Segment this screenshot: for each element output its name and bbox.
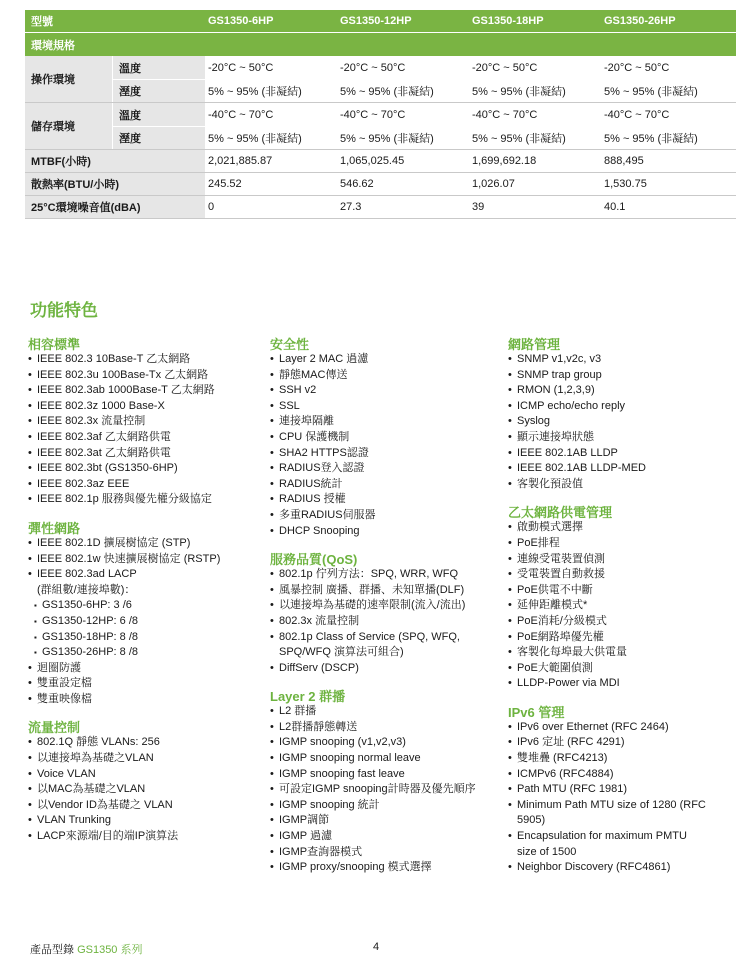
list-item: • 802.1Q 靜態 VLANs: 256 bbox=[28, 735, 260, 751]
list-item: • Voice VLAN bbox=[28, 767, 260, 783]
list-item: • RADIUS統計 bbox=[270, 477, 502, 493]
list-item: • IPv6 定址 (RFC 4291) bbox=[508, 735, 738, 751]
list-item: ▪ GS1350-12HP: 6 /8 bbox=[28, 614, 260, 630]
row-label: 25°C環境噪音值(dBA) bbox=[25, 196, 205, 218]
cell: 5% ~ 95% (非凝結) bbox=[604, 133, 698, 145]
feature-section bbox=[508, 702, 738, 876]
feature-section bbox=[28, 334, 260, 508]
cell: -40°C ~ 70°C bbox=[604, 108, 670, 121]
page-number: 4 bbox=[373, 941, 380, 953]
list-item: • VLAN Trunking bbox=[28, 813, 260, 829]
table-row bbox=[113, 126, 736, 149]
feature-section-title: 服務品質(QoS) bbox=[270, 552, 358, 568]
row-label: 散熱率(BTU/小時) bbox=[25, 173, 205, 195]
list-item: • Minimum Path MTU size of 1280 (RFC bbox=[508, 798, 738, 814]
list-item: SPQ/WFQ 演算法可組合) bbox=[279, 646, 404, 659]
list-item: • IEEE 802.1w 快速擴展樹協定 (RSTP) bbox=[28, 552, 260, 568]
list-item: • 受電裝置自動救援 bbox=[508, 567, 738, 583]
list-item: • ICMPv6 (RFC4884) bbox=[508, 767, 738, 783]
list-item: • IEEE 802.3x 流量控制 bbox=[28, 414, 260, 430]
list-item: • IEEE 802.3ad LACP bbox=[28, 567, 260, 583]
features-title: 功能特色 bbox=[30, 301, 98, 320]
list-item: • Syslog bbox=[508, 414, 738, 430]
list-item: • RMON (1,2,3,9) bbox=[508, 383, 738, 399]
cell: 39 bbox=[472, 201, 485, 213]
list-item: • 可設定IGMP snooping計時器及優先順序 bbox=[270, 782, 502, 798]
table-header-row bbox=[25, 10, 736, 32]
cell: 1,065,025.45 bbox=[340, 155, 405, 167]
header-model-label: 型號 bbox=[31, 16, 53, 28]
list-item: • Path MTU (RFC 1981) bbox=[508, 782, 738, 798]
list-item: • IEEE 802.3u 100Base-Tx 乙太網路 bbox=[28, 368, 260, 384]
list-item: • IGMP snooping fast leave bbox=[270, 767, 502, 783]
feature-column-3 bbox=[508, 334, 738, 876]
list-item: • ICMP echo/echo reply bbox=[508, 399, 738, 415]
list-item: • LACP來源端/目的端IP演算法 bbox=[28, 829, 260, 845]
env-section-title: 環境規格 bbox=[25, 32, 736, 56]
list-item: ▪ GS1350-26HP: 8 /8 bbox=[28, 645, 260, 661]
list-item: • 顯示連接埠狀態 bbox=[508, 430, 738, 446]
cell: 546.62 bbox=[340, 178, 374, 190]
list-item: • DiffServ (DSCP) bbox=[270, 661, 502, 677]
cell: 0 bbox=[208, 201, 215, 213]
feature-section bbox=[270, 549, 502, 676]
row-label: 溫度 bbox=[113, 56, 205, 79]
list-item: • 802.1p 佇列方法：SPQ, WRR, WFQ bbox=[270, 567, 502, 583]
feature-list bbox=[508, 520, 738, 692]
list-item: 5905) bbox=[517, 814, 546, 827]
list-item: • CPU 保護機制 bbox=[270, 430, 502, 446]
feature-list bbox=[508, 720, 738, 876]
list-item: ▪ GS1350-6HP: 3 /6 bbox=[28, 598, 260, 614]
list-item: • IEEE 802.3af 乙太網路供電 bbox=[28, 430, 260, 446]
list-item: • 802.1p Class of Service (SPQ, WFQ, bbox=[270, 630, 502, 646]
cell: 5% ~ 95% (非凝結) bbox=[340, 133, 434, 145]
cell: 40.1 bbox=[604, 201, 626, 213]
feature-section-title: 相容標準 bbox=[28, 337, 81, 352]
table-row-heat bbox=[25, 173, 736, 196]
feature-list bbox=[28, 352, 260, 508]
row-label: 溫度 bbox=[113, 103, 205, 126]
list-item: • 以MAC為基礎之VLAN bbox=[28, 782, 260, 798]
list-item: • PoE網路埠優先權 bbox=[508, 630, 738, 646]
list-item: • IEEE 802.1AB LLDP-MED bbox=[508, 461, 738, 477]
list-item: ▪ GS1350-18HP: 8 /8 bbox=[28, 630, 260, 646]
table-row bbox=[113, 56, 736, 79]
list-item: • 風暴控制 廣播、群播、未知單播(DLF) bbox=[270, 583, 502, 599]
cell: -20°C ~ 50°C bbox=[340, 61, 406, 74]
feature-section bbox=[28, 518, 260, 708]
list-item: • IEEE 802.3z 1000 Base-X bbox=[28, 399, 260, 415]
list-item: • SNMP v1,v2c, v3 bbox=[508, 352, 738, 368]
list-item: • RADIUS登入認證 bbox=[270, 461, 502, 477]
list-item: • 以連接埠為基礎之VLAN bbox=[28, 751, 260, 767]
list-item: • 客製化預設值 bbox=[508, 477, 738, 493]
list-item: • 啟動模式選擇 bbox=[508, 520, 738, 536]
row-label: 溼度 bbox=[113, 127, 205, 149]
header-model-3: GS1350-18HP bbox=[472, 15, 544, 27]
feature-column-1 bbox=[28, 334, 260, 845]
list-item: • PoE排程 bbox=[508, 536, 738, 552]
feature-list bbox=[270, 352, 502, 539]
list-item: • SSL bbox=[270, 399, 502, 415]
list-item: • IGMP snooping (v1,v2,v3) bbox=[270, 735, 502, 751]
cell: 1,530.75 bbox=[604, 178, 647, 190]
list-item: • IEEE 802.3bt (GS1350-6HP) bbox=[28, 461, 260, 477]
list-item: • 靜態MAC傳送 bbox=[270, 368, 502, 384]
feature-section-title: Layer 2 群播 bbox=[270, 689, 346, 705]
list-item: • 以連接埠為基礎的速率限制(流入/流出) bbox=[270, 598, 502, 614]
feature-section-title: 流量控制 bbox=[28, 720, 81, 736]
cell: 5% ~ 95% (非凝結) bbox=[340, 86, 434, 98]
list-item: • IPv6 over Ethernet (RFC 2464) bbox=[508, 720, 738, 736]
list-item: • SHA2 HTTPS認證 bbox=[270, 446, 502, 462]
feature-section bbox=[28, 717, 260, 844]
list-item: • SNMP trap group bbox=[508, 368, 738, 384]
feature-section bbox=[270, 686, 502, 876]
list-item: • 802.3x 流量控制 bbox=[270, 614, 502, 630]
list-item: • Neighbor Discovery (RFC4861) bbox=[508, 860, 738, 876]
cell: 1,699,692.18 bbox=[472, 155, 537, 167]
cell: 5% ~ 95% (非凝結) bbox=[472, 86, 566, 98]
table-row bbox=[113, 79, 736, 102]
cell: -40°C ~ 70°C bbox=[208, 108, 274, 121]
list-item: • 迴圈防護 bbox=[28, 661, 260, 677]
list-item: • PoE供電不中斷 bbox=[508, 583, 738, 599]
cell: -20°C ~ 50°C bbox=[472, 61, 538, 74]
list-item: • 延伸距離模式* bbox=[508, 598, 738, 614]
list-item: • IEEE 802.1D 擴展樹協定 (STP) bbox=[28, 536, 260, 552]
group-label: 操作環境 bbox=[25, 56, 113, 102]
list-item: • RADIUS 授權 bbox=[270, 492, 502, 508]
cell: 5% ~ 95% (非凝結) bbox=[208, 133, 302, 145]
group-storage bbox=[25, 103, 736, 150]
list-item: • Layer 2 MAC 過濾 bbox=[270, 352, 502, 368]
table-row bbox=[113, 103, 736, 126]
list-item: • 雙堆疊 (RFC4213) bbox=[508, 751, 738, 767]
list-item: • IEEE 802.3ab 1000Base-T 乙太網路 bbox=[28, 383, 260, 399]
cell: 888,495 bbox=[604, 155, 644, 167]
list-item: • PoE大範圍偵測 bbox=[508, 661, 738, 677]
list-item: • PoE消耗/分級模式 bbox=[508, 614, 738, 630]
list-item: • IGMP 過濾 bbox=[270, 829, 502, 845]
feature-list bbox=[28, 735, 260, 844]
feature-list bbox=[28, 536, 260, 708]
list-item: • 雙重映像檔 bbox=[28, 692, 260, 708]
feature-section-title: 乙太網路供電管理 bbox=[508, 505, 613, 521]
cell: 5% ~ 95% (非凝結) bbox=[604, 86, 698, 98]
list-item: • LLDP-Power via MDI bbox=[508, 676, 738, 692]
footer-prefix: 產品型錄 bbox=[30, 944, 78, 956]
list-item: • IEEE 802.1p 服務與優先權分級協定 bbox=[28, 492, 260, 508]
header-model-1: GS1350-6HP bbox=[208, 15, 274, 27]
feature-section bbox=[270, 334, 502, 539]
feature-section-title: IPv6 管理 bbox=[508, 704, 565, 720]
list-item: • 連線受電裝置偵測 bbox=[508, 552, 738, 568]
list-item: • 客製化每埠最大供電量 bbox=[508, 645, 738, 661]
list-item: • IGMP snooping 統計 bbox=[270, 798, 502, 814]
cell: 5% ~ 95% (非凝結) bbox=[472, 133, 566, 145]
list-item: • 多重RADIUS伺服器 bbox=[270, 508, 502, 524]
group-operating bbox=[25, 56, 736, 103]
list-item: • IEEE 802.3az EEE bbox=[28, 477, 260, 493]
feature-section-title: 網路管理 bbox=[508, 337, 561, 352]
group-label: 儲存環境 bbox=[25, 103, 113, 149]
feature-column-2 bbox=[270, 334, 502, 876]
feature-list bbox=[270, 567, 502, 676]
list-item: • Encapsulation for maximum PMTU bbox=[508, 829, 738, 845]
list-item: • L2群播靜態轉送 bbox=[270, 720, 502, 736]
table-row-noise bbox=[25, 196, 736, 219]
list-item: • 雙重設定檔 bbox=[28, 676, 260, 692]
list-item: • IEEE 802.3at 乙太網路供電 bbox=[28, 446, 260, 462]
list-item: • IEEE 802.1AB LLDP bbox=[508, 446, 738, 462]
list-item: • IGMP proxy/snooping 模式選擇 bbox=[270, 860, 502, 876]
list-item: • SSH v2 bbox=[270, 383, 502, 399]
list-item: size of 1500 bbox=[517, 845, 577, 858]
list-item: • IGMP調節 bbox=[270, 813, 502, 829]
feature-section bbox=[508, 502, 738, 692]
feature-list bbox=[270, 704, 502, 876]
list-item: • IGMP snooping normal leave bbox=[270, 751, 502, 767]
list-item: • DHCP Snooping bbox=[270, 524, 502, 540]
cell: -40°C ~ 70°C bbox=[340, 108, 406, 121]
feature-list bbox=[508, 352, 738, 492]
cell: -20°C ~ 50°C bbox=[604, 61, 670, 74]
row-label: 溼度 bbox=[113, 80, 205, 102]
header-model-4: GS1350-26HP bbox=[604, 15, 676, 27]
list-item: • L2 群播 bbox=[270, 704, 502, 720]
cell: -20°C ~ 50°C bbox=[208, 61, 274, 74]
footer-catalog-label bbox=[30, 941, 142, 957]
cell: -40°C ~ 70°C bbox=[472, 108, 538, 121]
spec-table bbox=[25, 10, 736, 219]
list-item: (群組數/連接埠數)： bbox=[37, 583, 136, 596]
feature-section-title: 彈性網路 bbox=[28, 520, 81, 536]
cell: 1,026.07 bbox=[472, 178, 515, 190]
cell: 2,021,885.87 bbox=[208, 155, 273, 167]
footer-product: GS1350 系列 bbox=[77, 944, 143, 956]
cell: 27.3 bbox=[340, 201, 362, 213]
feature-section bbox=[508, 334, 738, 492]
row-label: MTBF(小時) bbox=[25, 150, 205, 172]
cell: 5% ~ 95% (非凝結) bbox=[208, 86, 302, 98]
list-item: • 連接埠隔離 bbox=[270, 414, 502, 430]
cell: 245.52 bbox=[208, 178, 242, 190]
list-item: • IGMP查詢器模式 bbox=[270, 845, 502, 861]
header-model-2: GS1350-12HP bbox=[340, 15, 412, 27]
feature-section-title: 安全性 bbox=[270, 337, 310, 352]
list-item: • 以Vendor ID為基礎之 VLAN bbox=[28, 798, 260, 814]
table-row-mtbf bbox=[25, 150, 736, 173]
list-item: • IEEE 802.3 10Base-T 乙太網路 bbox=[28, 352, 260, 368]
